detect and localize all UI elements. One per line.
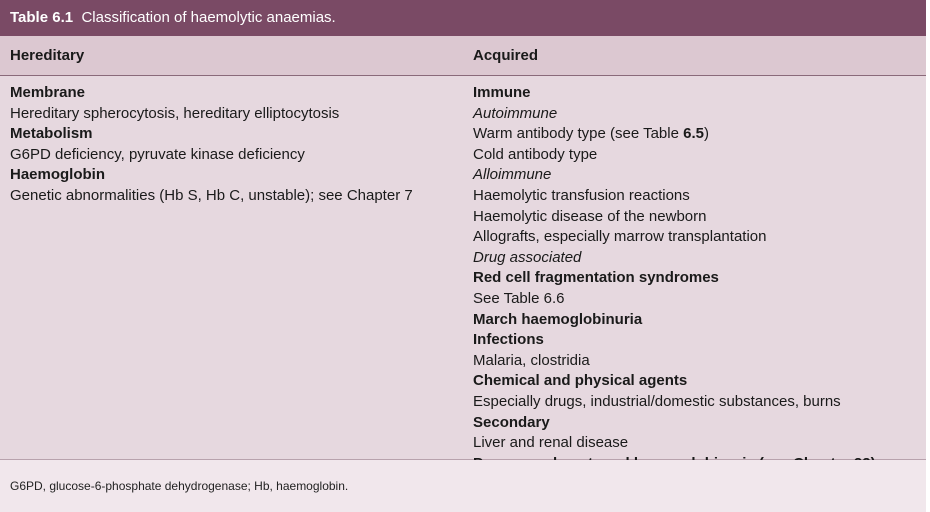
membrane-text: Hereditary spherocytosis, hereditary elliptocytosis <box>10 104 340 122</box>
cold-antibody-text: Cold antibody type <box>473 145 598 163</box>
secondary-heading: Secondary <box>473 413 550 431</box>
infections-text: Malaria, clostridia <box>473 351 590 369</box>
table-body-row <box>0 76 926 460</box>
acquired-column <box>473 83 923 474</box>
table-title <box>0 0 926 36</box>
march-heading: March haemoglobinuria <box>473 310 643 328</box>
membrane-heading: Membrane <box>10 84 86 101</box>
secondary-text: Liver and renal disease <box>473 434 629 452</box>
allografts-text: Allografts, especially marrow transplantation <box>473 228 767 246</box>
warm-antibody-prefix: Warm antibody type (see Table <box>473 125 684 143</box>
autoimmune-subheading: Autoimmune <box>473 104 558 122</box>
header-hereditary: Hereditary <box>10 47 85 64</box>
haemoglobin-heading: Haemoglobin <box>10 166 106 184</box>
drug-associated-subheading: Drug associated <box>473 248 582 266</box>
chemical-heading: Chemical and physical agents <box>473 372 688 390</box>
metabolism-heading: Metabolism <box>10 125 93 143</box>
infections-heading: Infections <box>473 331 544 349</box>
newborn-text: Haemolytic disease of the newborn <box>473 207 707 225</box>
hereditary-column <box>10 83 460 207</box>
warm-antibody-suffix: ) <box>703 125 709 143</box>
haemoglobin-text: Genetic abnormalities (Hb S, Hb C, unstable); see Chapter 7 <box>10 186 413 204</box>
table-number: Table 6.1 <box>10 9 74 26</box>
table-footnote: G6PD, glucose-6-phosphate dehydrogenase; Hb, haemoglobin. <box>0 460 926 512</box>
alloimmune-subheading: Alloimmune <box>473 166 552 184</box>
metabolism-text: G6PD deficiency, pyruvate kinase deficiency <box>10 145 305 163</box>
header-acquired: Acquired <box>473 47 539 64</box>
warm-antibody-text <box>473 124 923 145</box>
fragmentation-heading: Red cell fragmentation syndromes <box>473 269 719 287</box>
table-header-row <box>0 36 926 76</box>
table-caption: Classification of haemolytic anaemias. <box>81 9 336 26</box>
immune-heading: Immune <box>473 84 531 101</box>
chemical-text: Especially drugs, industrial/domestic substances, burns <box>473 392 841 410</box>
transfusion-text: Haemolytic transfusion reactions <box>473 186 690 204</box>
fragmentation-text: See Table 6.6 <box>473 289 565 307</box>
warm-antibody-table-ref: 6.5 <box>683 125 704 143</box>
